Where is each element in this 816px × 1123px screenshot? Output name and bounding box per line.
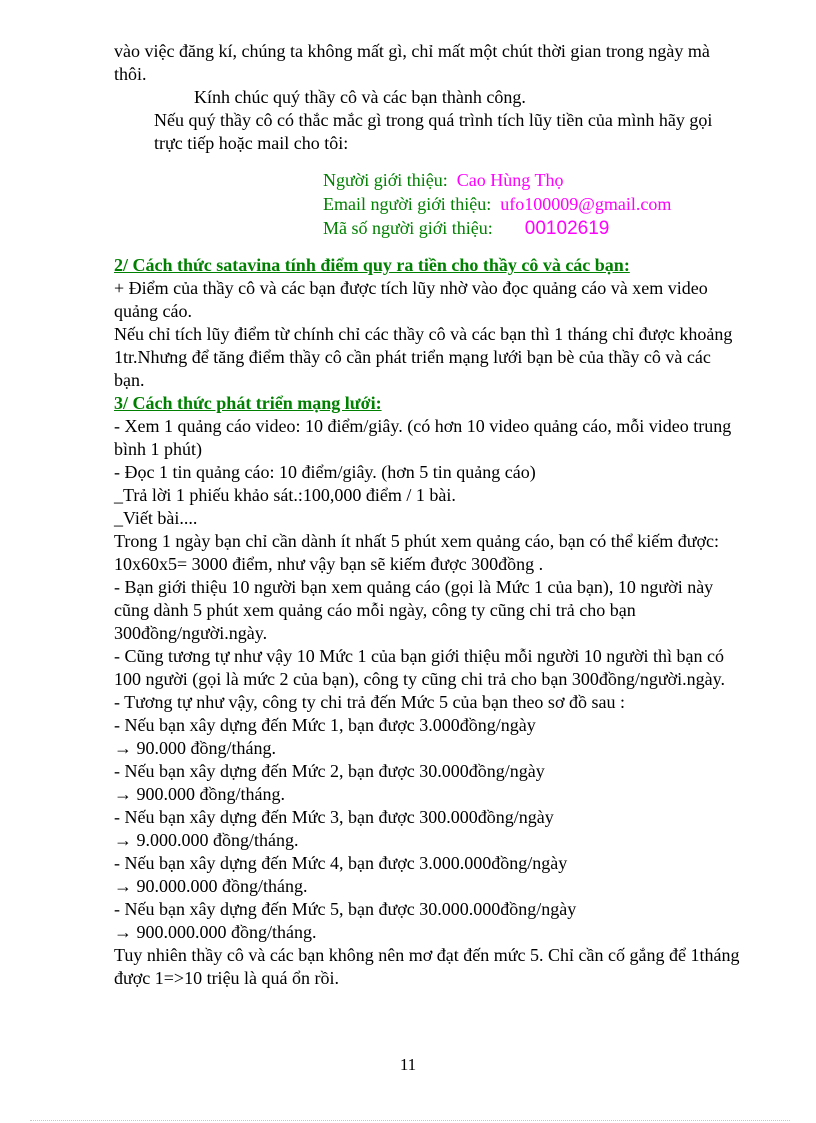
section-2-line: + Điểm của thầy cô và các bạn được tích lũy nhờ vào đọc quảng cáo và xem video quảng cáo. xyxy=(114,278,708,321)
section-3-line: _Trả lời 1 phiếu khảo sát.:100,000 điểm / 1 bài. xyxy=(114,485,456,505)
email-value: ufo100009@gmail.com xyxy=(500,194,672,214)
contact-request-paragraph: Nếu quý thầy cô có thắc mắc gì trong quá trình tích lũy tiền của mình hãy gọi trực tiếp hoặc mail cho tôi: xyxy=(154,110,713,153)
section-3-line: Trong 1 ngày bạn chỉ cần dành ít nhất 5 phút xem quảng cáo, bạn có thể kiếm được: 10x60x5= 3000 điểm, như vậy bạn sẽ kiếm được 300đồng . xyxy=(114,531,719,574)
section-3-line: - Nếu bạn xây dựng đến Mức 4, bạn được 3.000.000đồng/ngày xyxy=(114,853,568,873)
section-3-line: - Đọc 1 tin quảng cáo: 10 điểm/giây. (hơn 5 tin quảng cáo) xyxy=(114,462,536,482)
contact-block xyxy=(323,168,744,241)
intro-paragraph: vào việc đăng kí, chúng ta không mất gì, chỉ mất một chút thời gian trong ngày mà thôi. xyxy=(114,41,710,84)
section-2-heading: 2/ Cách thức satavina tính điểm quy ra tiền cho thầy cô và các bạn: xyxy=(114,255,630,275)
referrer-label: Người giới thiệu: xyxy=(323,170,448,190)
referrer-row xyxy=(323,168,744,192)
section-3-line: - Nếu bạn xây dựng đến Mức 1, bạn được 3.000đồng/ngày xyxy=(114,715,536,735)
code-value: 00102619 xyxy=(524,218,610,239)
wish-line: Kính chúc quý thầy cô và các bạn thành công. xyxy=(194,87,526,107)
code-row xyxy=(323,216,744,241)
referrer-name: Cao Hùng Thọ xyxy=(456,170,564,190)
section-3-line: - Nếu bạn xây dựng đến Mức 3, bạn được 300.000đồng/ngày xyxy=(114,807,554,827)
page-number: 11 xyxy=(399,1055,417,1074)
section-3-line: - Xem 1 quảng cáo video: 10 điểm/giây. (có hơn 10 video quảng cáo, mỗi video trung bình 1 phút) xyxy=(114,416,732,459)
section-3-line: _Viết bài.... xyxy=(114,508,198,528)
section-2-line: Nếu chỉ tích lũy điểm từ chính chỉ các thầy cô và các bạn thì 1 tháng chỉ được khoảng 1tr.Nhưng để tăng điểm thầy cô cần phát triển mạng lưới bạn bè của thầy cô và các bạn. xyxy=(114,324,733,390)
document-page xyxy=(114,40,744,990)
section-3-line: → 900.000 đồng/tháng. xyxy=(114,784,285,804)
section-3-heading: 3/ Cách thức phát triển mạng lưới: xyxy=(114,393,382,413)
section-3-line: - Nếu bạn xây dựng đến Mức 5, bạn được 30.000.000đồng/ngày xyxy=(114,899,577,919)
section-3-line: - Tương tự như vậy, công ty chi trả đến Mức 5 của bạn theo sơ đồ sau : xyxy=(114,692,625,712)
section-3-line: - Bạn giới thiệu 10 người bạn xem quảng cáo (gọi là Mức 1 của bạn), 10 người này cũng dành 5 phút xem quảng cáo mỗi ngày, công ty cũng chi trả cho bạn 300đồng/người.ngày. xyxy=(114,577,714,643)
email-label: Email người giới thiệu: xyxy=(323,194,492,214)
section-3-line: - Cũng tương tự như vậy 10 Mức 1 của bạn giới thiệu mỗi người 10 người thì bạn có 100 người (gọi là mức 2 của bạn), công ty cũng chi trả cho bạn 300đồng/người.ngày. xyxy=(114,646,725,689)
section-3-line: → 90.000 đồng/tháng. xyxy=(114,738,276,758)
section-3-line: - Nếu bạn xây dựng đến Mức 2, bạn được 30.000đồng/ngày xyxy=(114,761,545,781)
section-3-line: Tuy nhiên thầy cô và các bạn không nên mơ đạt đến mức 5. Chỉ cần cố gắng để 1tháng được 1=>10 triệu là quá ổn rồi. xyxy=(114,945,740,988)
section-3-line: → 900.000.000 đồng/tháng. xyxy=(114,922,317,942)
code-label: Mã số người giới thiệu: xyxy=(323,218,493,238)
section-3-line: → 90.000.000 đồng/tháng. xyxy=(114,876,308,896)
section-3-line: → 9.000.000 đồng/tháng. xyxy=(114,830,299,850)
email-row xyxy=(323,192,744,216)
page-bottom-divider xyxy=(30,1120,790,1121)
